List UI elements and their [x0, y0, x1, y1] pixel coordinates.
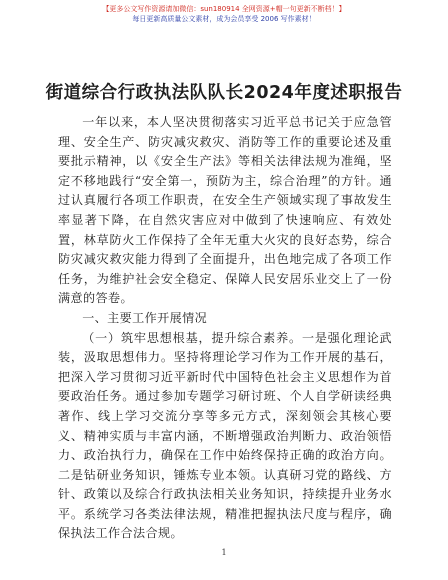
- paragraph-section-1: （一）筑牢思想根基，提升综合素养。一是强化理论武装，汲取思想伟力。坚持将理论学习作为工作开展的基石，把深入学习贯彻习近平新时代中国特色社会主义思想作为首要政治任务。通过参加专题学习研讨班、个人自学研读经典著作、线上学习交流分享等多元方式，深刻领会其核心要义、精神实质与丰富内涵，不断增强政治判断力、政治领悟力、政治执行力，确保在工作中始终保持正确的政治方向。二是钻研业务知识，锤炼专业本领。认真研习党的路线、方针、政策以及综合行政执法相关业务知识，持续提升业务水平。系统学习各类法律法规，精准把握执法尺度与程序，确保执法工作合法合规。: [58, 330, 392, 541]
- promo-banner: [0, 4, 448, 24]
- document-title: 街道综合行政执法队队长2024年度述职报告: [45, 83, 403, 103]
- section-heading: 一、主要工作开展情况: [82, 310, 208, 325]
- promo-banner-line2: 每日更新高质量公文素材，成为会员享受 2006 写作素材！: [132, 15, 316, 23]
- paragraph-intro: 一年以来，本人坚决贯彻落实习近平总书记关于应急管理、安全生产、防灾减灾救灾、消防等工作的重要论述及重要批示精神，以《安全生产法》等相关法律法规为准绳，坚定不移地践行“安全第一，预防为主，综合治理”的方针。通过认真履行各项工作职责，在安全生产领域实现了事故发生率显著下降，在自然灾害应对中做到了快速响应、有效处置，林草防火工作保持了全年无重大火灾的良好态势，综合防灾减灾救灾能力得到了全面提升，出色地完成了各项工作任务，为维护社会安全稳定、保障人民安居乐业交上了一份满意的答卷。: [58, 115, 392, 306]
- document-body: [58, 113, 392, 544]
- promo-banner-line1: 【更多公文写作资源请加微信：sun180914 全网资源+帽一句更新不断档！】: [102, 5, 346, 13]
- page-number: 1: [221, 548, 227, 557]
